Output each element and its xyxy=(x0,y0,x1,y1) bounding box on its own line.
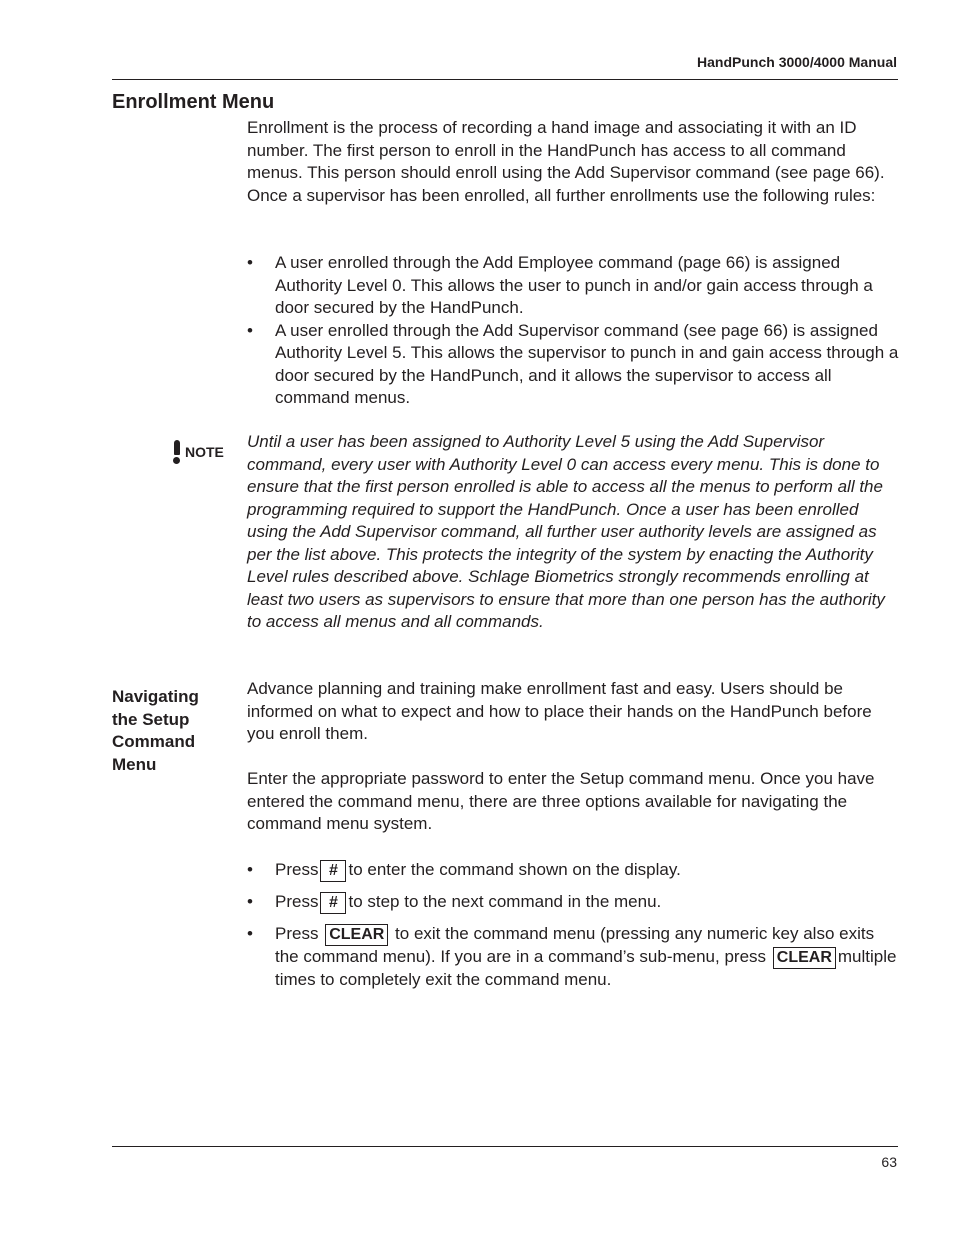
list-item xyxy=(247,859,899,882)
list-item xyxy=(247,252,899,320)
note-label-text: NOTE xyxy=(185,444,224,460)
navigation-intro xyxy=(247,678,899,836)
bullet-icon: • xyxy=(247,892,253,911)
option-text: to step to the next command in the menu. xyxy=(348,892,662,911)
side-heading-line: Command xyxy=(112,732,196,751)
note-text xyxy=(247,431,899,634)
option-text: to exit the command menu (pressing any numeric key also exits the command menu). If you are in a command’s sub-menu, press xyxy=(275,924,875,966)
running-header: HandPunch 3000/4000 Manual xyxy=(697,54,897,70)
rule-text: A user enrolled through the Add Supervisor command (see page 66) is assigned Authority Level 5. This allows the supervisor to punch in and gain access through a door secured by the HandPunch, and it allows the supervisor to access all command menus. xyxy=(275,320,899,407)
side-heading-line: Menu xyxy=(112,754,157,774)
exclamation-icon xyxy=(172,440,181,464)
note-paragraph: Until a user has been assigned to Authority Level 5 using the Add Supervisor command, every user with Authority Level 0 can access every menu. This is done to ensure that the first person enrolled is able to access all the menus to perform all the programming required to support the HandPunch. Once a user has been enrolled using the Add Supervisor command, all further user authority levels are assigned as per the list above. This protects the integrity of the system by enacting the Authority Level rules described above. Schlage Biometrics strongly recommends enrolling at least two users as supervisors to ensure that more than one person has the authority to access all menus and all commands. xyxy=(247,432,885,631)
option-text: multiple times to completely exit the command menu. xyxy=(275,947,897,989)
bullet-icon: • xyxy=(247,924,253,943)
navigation-paragraph: Enter the appropriate password to enter the Setup command menu. Once you have entered the command menu, there are three options available for navigating the command menu system. xyxy=(247,769,875,833)
footer-rule xyxy=(112,1146,898,1147)
authority-rules-list xyxy=(247,252,899,410)
press-word: Press xyxy=(275,892,319,911)
navigation-paragraph: Advance planning and training make enrollment fast and easy. Users should be informed on what to expect and how to place their hands on the HandPunch before you enroll them. xyxy=(247,679,872,743)
list-item xyxy=(247,891,899,914)
press-word: Press xyxy=(275,924,319,943)
note-label xyxy=(172,440,224,464)
navigation-side-heading xyxy=(112,686,232,776)
side-heading-line: the Setup xyxy=(112,709,190,729)
side-heading-line: Navigating xyxy=(112,687,199,706)
bullet-icon: • xyxy=(247,320,253,340)
enrollment-intro xyxy=(247,117,899,207)
hash-key-icon: # xyxy=(320,860,346,882)
page-number: 63 xyxy=(881,1154,897,1170)
list-item xyxy=(247,320,899,410)
clear-key-icon: CLEAR xyxy=(325,924,388,946)
press-word: Press xyxy=(275,860,319,879)
intro-paragraph: Enrollment is the process of recording a hand image and associating it with an ID number. The first person to enroll in the HandPunch has access to all command menus. This person should enroll using the Add Supervisor command (see page 66). Once a supervisor has been enrolled, all further enrollments use the following rules: xyxy=(247,118,885,205)
hash-key-icon: # xyxy=(320,892,346,914)
list-item xyxy=(247,923,899,992)
option-text: to enter the command shown on the display. xyxy=(348,860,681,879)
navigation-options-list xyxy=(247,859,899,992)
clear-key-icon: CLEAR xyxy=(773,947,836,969)
bullet-icon: • xyxy=(247,860,253,879)
bullet-icon: • xyxy=(247,253,253,272)
rule-text: A user enrolled through the Add Employee command (page 66) is assigned Authority Level 0. This allows the user to punch in and/or gain access through a door secured by the HandPunch. xyxy=(275,253,873,317)
section-title: Enrollment Menu xyxy=(112,91,275,113)
header-rule xyxy=(112,79,898,80)
